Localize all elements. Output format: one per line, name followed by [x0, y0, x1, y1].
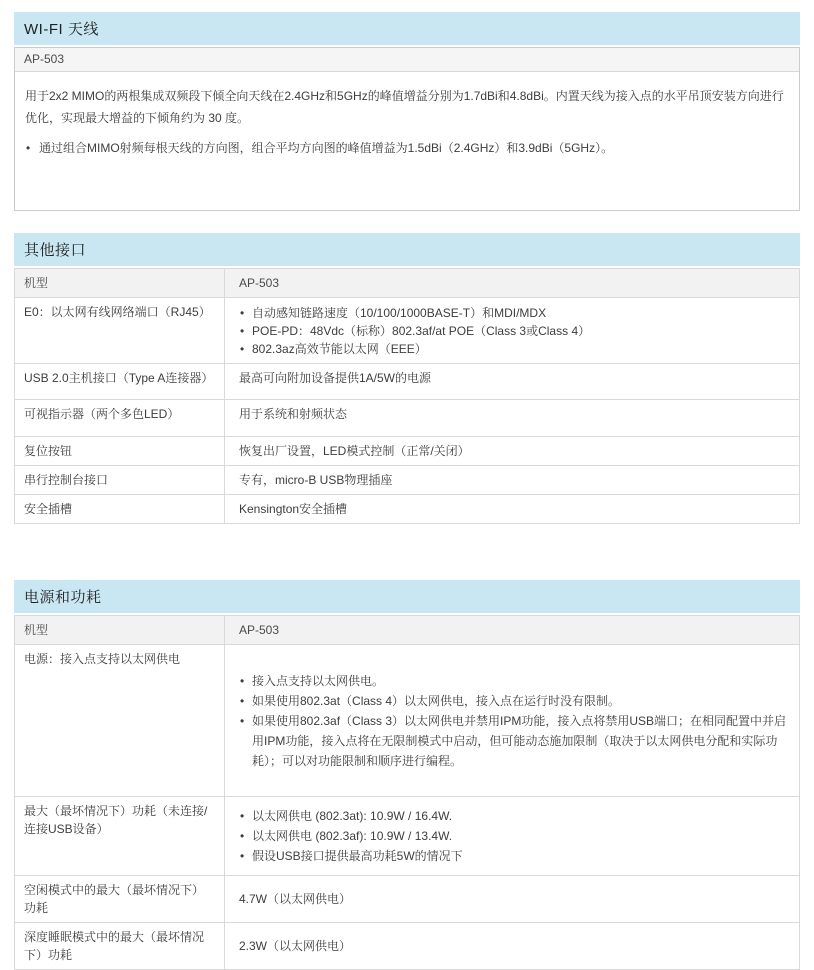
bullet-item: • 通过组合MIMO射频每根天线的方向图，组合平均方向图的峰值增益为1.5dBi（2.4GHz）和3.9dBi（5GHz）。 — [25, 138, 789, 158]
spec-value-text: Kensington安全插槽 — [239, 502, 348, 516]
power-consumption-table — [14, 615, 800, 970]
bullet-list — [239, 806, 790, 866]
spec-value — [225, 923, 800, 970]
spec-row — [15, 437, 800, 466]
spec-value — [225, 437, 800, 466]
bullet-item: • 802.3az高效节能以太网（EEE） — [239, 340, 790, 358]
spec-label: 复位按钮 — [15, 437, 225, 466]
spec-value — [225, 876, 800, 923]
spec-row — [15, 466, 800, 495]
section-other-interfaces — [14, 233, 800, 524]
bullet-list — [239, 303, 790, 358]
spec-value — [225, 495, 800, 524]
section-wifi-antenna — [14, 12, 800, 211]
spec-label: 空闲模式中的最大（最坏情况下）功耗 — [15, 876, 225, 923]
bullet-list — [239, 671, 790, 771]
spec-label: E0：以太网有线网络端口（RJ45） — [15, 298, 225, 364]
bullet-item: • 以太网供电 (802.3af): 10.9W / 13.4W. — [239, 826, 790, 846]
model-header-value: AP-503 — [225, 269, 800, 298]
bullet-item: • 以太网供电 (802.3at): 10.9W / 16.4W. — [239, 806, 790, 826]
spec-row — [15, 645, 800, 797]
bullet-item: • 如果使用802.3af（Class 3）以太网供电并禁用IPM功能，接入点将禁用USB端口；在相同配置中并启用IPM功能，接入点将在无限制模式中启动，但可能动态施加限制（取决于以太网供电分配和实际功耗）；可以对功能限制和顺序进行编程。 — [239, 711, 790, 771]
spec-label: USB 2.0主机接口（Type A连接器） — [15, 364, 225, 400]
model-subheader: AP-503 — [15, 48, 799, 72]
spec-label: 安全插槽 — [15, 495, 225, 524]
spec-value-text: 4.7W（以太网供电） — [239, 892, 352, 906]
spec-row — [15, 797, 800, 876]
antenna-description — [15, 72, 799, 210]
spec-value — [225, 400, 800, 437]
spec-value-text: 最高可向附加设备提供1A/5W的电源 — [239, 371, 432, 385]
spec-row — [15, 364, 800, 400]
spec-row — [15, 400, 800, 437]
section-title-wifi-antenna: WI-FI 天线 — [24, 21, 99, 38]
spec-value — [225, 797, 800, 876]
spec-label: 可视指示器（两个多色LED） — [15, 400, 225, 437]
spec-value-text: 恢复出厂设置，LED模式控制（正常/关闭） — [239, 444, 470, 458]
spec-label: 电源：接入点支持以太网供电 — [15, 645, 225, 797]
other-interfaces-table — [14, 268, 800, 524]
bullet-item: • 假设USB接口提供最高功耗5W的情况下 — [239, 846, 790, 866]
spec-row — [15, 923, 800, 970]
spec-value — [225, 364, 800, 400]
spec-value — [225, 645, 800, 797]
spec-label: 串行控制台接口 — [15, 466, 225, 495]
antenna-paragraph: 用于2x2 MIMO的两根集成双频段下倾全向天线在2.4GHz和5GHz的峰值增益分别为1.7dBi和4.8dBi。内置天线为接入点的水平吊顶安装方向进行优化，实现最大增益的下倾角约为 30 度。 — [25, 89, 784, 125]
section-title-other-interfaces: 其他接口 — [24, 242, 87, 259]
spec-value — [225, 298, 800, 364]
bullet-item: • 如果使用802.3at（Class 4）以太网供电，接入点在运行时没有限制。 — [239, 691, 790, 711]
model-header-value: AP-503 — [225, 616, 800, 645]
section-header-power-consumption — [14, 580, 800, 613]
wifi-antenna-panel — [14, 47, 800, 211]
spec-row — [15, 876, 800, 923]
section-title-power-consumption: 电源和功耗 — [24, 589, 102, 606]
model-header-label: 机型 — [15, 269, 225, 298]
bullet-list — [25, 138, 789, 158]
bullet-item: • POE-PD：48Vdc（标称）802.3af/at POE（Class 3或Class 4） — [239, 322, 790, 340]
model-header-label: 机型 — [15, 616, 225, 645]
spec-value-text: 用于系统和射频状态 — [239, 407, 348, 421]
section-power-consumption — [14, 580, 800, 970]
spec-row — [15, 495, 800, 524]
model-header-row — [15, 616, 800, 645]
spec-label: 最大（最坏情况下）功耗（未连接/连接USB设备） — [15, 797, 225, 876]
spec-value-text: 2.3W（以太网供电） — [239, 939, 352, 953]
section-header-other-interfaces — [14, 233, 800, 266]
model-header-row — [15, 269, 800, 298]
section-header-wifi-antenna — [14, 12, 800, 45]
spec-row — [15, 298, 800, 364]
spec-value-text: 专有，micro-B USB物理插座 — [239, 473, 393, 487]
bullet-item: • 接入点支持以太网供电。 — [239, 671, 790, 691]
spec-label: 深度睡眠模式中的最大（最坏情况下）功耗 — [15, 923, 225, 970]
spec-value — [225, 466, 800, 495]
bullet-item: • 自动感知链路速度（10/100/1000BASE-T）和MDI/MDX — [239, 304, 790, 322]
